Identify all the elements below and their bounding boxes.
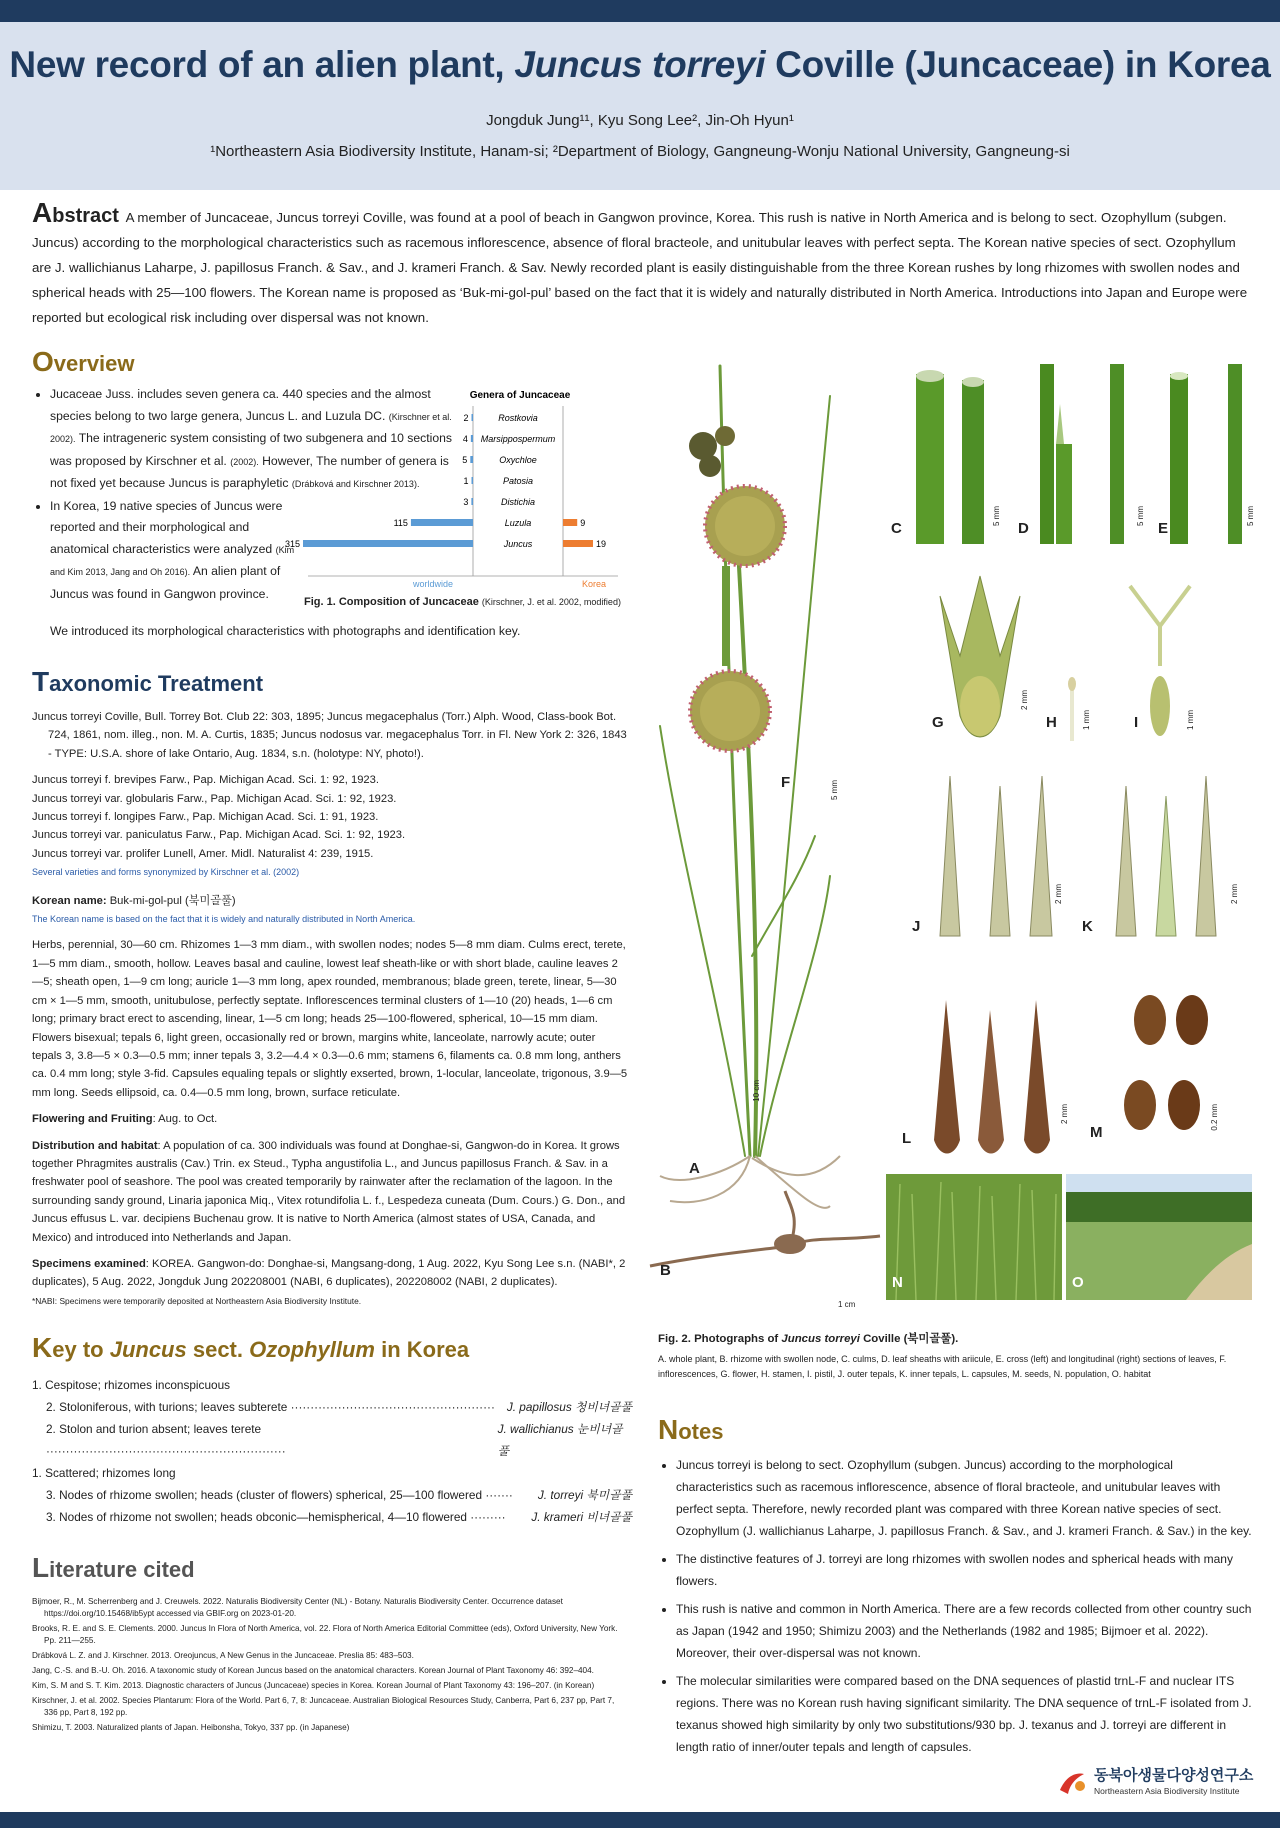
chart-bar-worldwide [472,414,474,421]
synonym-note: Several varieties and forms synonymized by Kirschner et al. (2002) [32,867,300,878]
chart-bar-worldwide [470,456,473,463]
chart-value-worldwide: 115 [393,518,408,528]
description: Herbs, perennial, 30—60 cm. Rhizomes 1—3 mm diam., with swollen nodes; nodes 5—8 mm diam. Culms erect, terete, 1—5 mm diam., smooth, hollow. Leaves basal and cauline, lowest leaf sheath-like or with short blade, cauline leaves 2—5; sheath open, 1—9 cm long; auricle 1—3 mm long, apex rounded, membranous; blade green, terete, linear, 5—30 cm × 1—5 mm, smooth, unitubulose, perfectly septate. Inflorescences terminal clusters of 1—10 (20) heads, 1—6 cm long; primary bract erect to ascending, linear, 1—5 cm long; heads 25—100-flowered, spherical, 10—15 mm diam. Flowers bisexual; tepals 6, light green, occasionally red or brown, margins white, lanceolate, narrowly acute; outer tepals 3, 3.8—5 × 0.3—0.5 mm; inner tepals 3, 3.2—4.4 × 0.3—0.6 mm; stamens 6, filaments ca. 0.8 mm long, anthers ca. 0.4 mm long; style 3-fid. Capsules equaling tepals or slightly exserted, brown, 1-locular, lanceolate, trigonous, 3.9—5 mm long. Seeds ellipsoid, ca. 0.4—0.5 mm long, brown, surface reticulate. [32,939,628,1099]
label-d: D [1018,520,1029,537]
reference: Bijmoer, R., M. Scherrenberg and J. Creuwels. 2022. Naturalis Biodiversity Center (NL) - Botany. Naturalis Biodiversity Center. Occurrence dataset https://doi.org/10.15468/ib5ypt accessed via GBIF.org on 2023-01-20. [32,1597,563,1618]
chart-bar-worldwide [411,519,473,526]
note-item: • Juncus torreyi is belong to sect. Ozophyllum (subgen. Juncus) according to the morphological characteristics such as racemous inflorescence, absence of floral bracteole, and unitubular leaves with perfect septa. Therefore, newly recorded plant was compared with three Korean native species of sect. Ozophyllum (J. wallichianus Laharpe, J. papillosus Franch. & Sav., and J. krameri Franch. & Sav.) in the key. [676,1454,1252,1542]
chart-title: Genera of Juncaceae [469,390,571,401]
reference: Kirschner, J. et al. 2002. Species Plantarum: Flora of the World. Part 6, 7, 8: Juncaceae. Australian Biological Resources Study, Canberra, Part 6, 237 pp, Part 7, 336 pp, Part 8, 192 pp. [32,1696,615,1717]
label-m: M [1090,1124,1103,1141]
note-item: • The molecular similarities were compared based on the DNA sequences of plastid trnL-F and nuclear ITS regions. There was no Korean rush having significant similarity. The DNA sequence of trnL-F isolated from J. texanus showed high similarity by only two substitutions/930 bp. J. texanus and J. torreyi are different in length ratio of inner/outer tepals and length of capsules. [676,1670,1252,1758]
chart-category-label: Rostkovia [498,413,538,423]
fig1-caption: Fig. 1. Composition of Juncaceae (Kirschner, J. et al. 2002, modified) [304,596,621,608]
flowering: Flowering and Fruiting: Aug. to Oct. [32,1113,218,1126]
synonym: Juncus torreyi var. prolifer Lunell, Amer. Midl. Naturalist 4: 239, 1915. [32,847,374,860]
chart-xlabel-worldwide: worldwide [412,579,454,589]
chart-bar-worldwide [472,477,474,484]
chart-bar-korea [563,540,593,547]
chart-bar-korea [563,519,577,526]
photo-tepals [920,766,1250,936]
chart-value-worldwide: 3 [463,497,469,507]
abstract-text: A member of Juncaceae, Juncus torreyi Coville, was found at a pool of beach in Gangwon province, Korea. This rush is native in North America and is belong to sect. Ozophyllum (subgen. Juncus) according to the morphological characteristics such as racemous inflorescence, absence of floral bracteole, and unitubular leaves with perfect septa. The Korean native species of sect. Ozophyllum are J. wallichianus Laharpe, J. papillosus Franch. & Sav., and J. krameri Franch. & Sav. Newly recorded plant is easily distinguishable from the three Korean rushes by long rhizomes with swollen nodes and spherical heads with 25—100 flowers. The Korean name is proposed as ‘Buk-mi-gol-pul’ based on the fact that it is widely and naturally distributed in North America. Introductions into Japan and Europe were reported but ecological risk including over dispersal was not known. [32,210,1248,325]
chart-value-worldwide: 315 [284,539,300,549]
key-lead: 2. Stoloniferous, with turions; leaves subterete ···················································· J. papillosus 청비녀골풀 [46,1400,632,1414]
chart-category-label: Luzula [504,518,532,528]
logo-english: Northeastern Asia Biodiversity Institute [1094,1786,1240,1796]
label-f: F [781,774,791,791]
scale-f: 5 mm [830,780,839,800]
photo-capsules-seeds [920,990,1250,1160]
chart-category-label: Patosia [502,476,534,486]
bottom-bar [0,1812,1280,1828]
distribution: Distribution and habitat: A population of ca. 300 individuals was found at Donghae-si, Gangwon-do in Korea. It grows together Phragmites australis (Cav.) Trin. ex Steud., Typha angustifolia L., and Juncus papillosus Franch. & Sav. in a freshwater pool of seashore. The pool was created temporarily by rainwater after the reclamation of the lagoon. In the surrounding sandy ground, Linaria japonica Miq., Vitex rotundifolia L. f., Lespedeza cuneata (Dum. Cours.) G. Don., and Juncus effusus L. var. decipiens Buchenau grow. It is native to North America (almost states of USA, Canada, and Mexico) and introduced into Netherlands and Japan. [32,1139,626,1244]
notes-list [658,1454,1252,1764]
label-c: C [891,520,902,537]
genera-chart [284,380,628,610]
label-a: A [689,1160,700,1177]
reference: Drábková L. Z. and J. Kirschner. 2013. Oreojuncus, A New Genus in the Juncaceae. Preslia 85: 483–503. [32,1651,414,1660]
taxonomy-heading: Taxonomic Treatment [32,666,264,697]
affiliations: ¹Northeastern Asia Biodiversity Institute, Hanam-si; ²Department of Biology, Gangneung-Wonju National University, Gangneung-si [210,143,1070,160]
synonym: Juncus torreyi f. brevipes Farw., Pap. Michigan Acad. Sci. 1: 92, 1923. [32,774,379,787]
specimens: Specimens examined: KOREA. Gangwon-do: Donghae-si, Mangsang-dong, 1 Aug. 2022, Kyu Song Lee s.n. (NABI*, 2 duplicates), 5 Aug. 2022, Jongduk Jung 202208001 (NABI, 6 duplicates), 202208002 (NABI, 2 duplicates). [32,1257,626,1289]
chart-value-worldwide: 2 [463,413,469,423]
label-k: K [1082,918,1093,935]
chart-bar-worldwide [471,498,473,505]
chart-xlabel-korea: Korea [581,579,607,589]
overview-heading: Overview [32,346,135,377]
scale-m: 0.2 mm [1210,1104,1219,1131]
scale-g: 2 mm [1020,690,1029,710]
korean-name-note: The Korean name is based on the fact that it is widely and naturally distributed in North America. [32,914,416,925]
photo-population [886,1174,1062,1300]
protologue: Juncus torreyi Coville, Bull. Torrey Bot. Club 22: 303, 1895; Juncus megacephalus (Torr.) Alph. Wood, Class-book Bot. 724, 1861, nom. illeg., non. M. A. Curtis, 1835; Juncus nodosus var. megacephalus Torr. in Fl. New York 2: 326, 1843 - TYPE: U.S.A. shore of lake Ontario, Aug. 1834, s.n. (holotype: NY, photo!). [32,711,627,760]
label-h: H [1046,714,1057,731]
key-lead: 3. Nodes of rhizome not swollen; heads obconic—hemispherical, 4—10 flowered ········· J. krameri 비녀골풀 [46,1510,632,1524]
label-i: I [1134,714,1139,731]
key-couplet: 1. Scattered; rhizomes long [32,1466,176,1480]
chart-category-label: Juncus [503,539,533,549]
fig2-caption: Fig. 2. Photographs of Juncus torreyi Coville (북미골풀). [658,1333,959,1345]
synonym: Juncus torreyi var. paniculatus Farw., Pap. Michigan Acad. Sci. 1: 92, 1923. [32,829,406,842]
abstract [32,197,1252,330]
chart-value-korea: 9 [580,518,586,528]
key-couplet: 1. Cespitose; rhizomes inconspicuous [32,1378,231,1392]
scale-k: 2 mm [1230,884,1239,904]
scale-j: 2 mm [1054,884,1063,904]
key-lead: 2. Stolon and turion absent; leaves terete ····························································· J. wallichianus 눈비녀골풀 [46,1422,623,1458]
literature-list [32,1596,628,1737]
fig2-caption-detail: A. whole plant, B. rhizome with swollen node, C. culms, D. leaf sheaths with ariicule, E. cross (left) and longitudinal (right) sections of leaves, F. inflorescences, G. flower, H. stamen, I. pistil, J. outer tepals, K. inner tepals, L. capsules, M. seeds, N. population, O. habitat [658,1354,1227,1379]
identification-key [32,1374,632,1528]
label-e: E [1158,520,1169,537]
institute-logo [1056,1764,1256,1804]
chart-category-label: Oxychloe [499,455,537,465]
abstract-heading: Abstract [32,197,119,228]
photo-culms-sheaths-leaves [910,364,1258,544]
label-o: O [1072,1274,1084,1291]
label-g: G [932,714,944,731]
label-n: N [892,1274,903,1291]
scale-h: 1 mm [1082,710,1091,730]
scale-i: 1 mm [1186,710,1195,730]
korean-name: Korean name: Buk-mi-gol-pul (북미골풀) [32,894,236,907]
logo-mark-icon [1056,1766,1088,1798]
chart-bar-worldwide [303,540,473,547]
reference: Brooks, R. E. and S. E. Clements. 2000. Juncus In Flora of North America, vol. 22. Flora of North America Editorial Committee (eds), Oxford University, New York. Pp. 211—255. [32,1624,618,1645]
chart-value-worldwide: 5 [462,455,468,465]
poster-title: New record of an alien plant, Juncus torreyi Coville (Juncaceae) in Korea [9,44,1271,85]
overview-bullet-2: • In Korea, 19 native species of Juncus were reported and their morphological and anatomical characteristics were analyzed (Kim and Kim 2013, Jang and Oh 2016). An alien plant of Juncus was found in Gangwon province. [50,496,300,606]
chart-category-label: Distichia [500,497,536,507]
overview-tail: We introduced its morphological characteristics with photographs and identification key. [50,624,521,638]
scale-e: 5 mm [1246,506,1255,526]
notes-heading: Notes [658,1414,724,1445]
photo-whole-plant [640,356,900,1300]
synonym: Juncus torreyi f. longipes Farw., Pap. Michigan Acad. Sci. 1: 91, 1923. [32,811,379,824]
reference: Kim, S. M and S. T. Kim. 2013. Diagnostic characters of Juncus (Juncaceae) species in Korea. Korean Journal of Plant Taxonomy 43: 196–207. (in Korean) [32,1681,595,1690]
poster-header [0,22,1280,190]
reference: Shimizu, T. 2003. Naturalized plants of Japan. Heibonsha, Tokyo, 337 pp. (in Japanese) [32,1723,350,1732]
chart-value-worldwide: 4 [462,434,468,444]
note-item: • The distinctive features of J. torreyi are long rhizomes with swollen nodes and spherical heads with many flowers. [676,1548,1252,1592]
label-l: L [902,1130,912,1147]
overview-bullet-1: • Jucaceae Juss. includes seven genera ca. 440 species and the almost species belong to two large genera, Juncus L. and Luzula DC. (Kirschner et al. 2002). The intrageneric system consisting of two subgenera and 10 sections was proposed by Kirschner et al. (2002). However, The number of genera is not fixed yet because Juncus is paraphyletic (Drábková and Kirschner 2013). [50,384,452,496]
chart-category-label: Marsippospermum [480,434,556,444]
authors: Jongduk Jung¹¹, Kyu Song Lee², Jin-Oh Hyun¹ [486,112,794,129]
reference: Jang, C.-S. and B.-U. Oh. 2016. A taxonomic study of Korean Juncus based on the anatomical characters. Korean Journal of Plant Taxonomy 46: 392–404. [32,1666,594,1675]
scale-b: 1 cm [838,1300,856,1309]
scale-c: 5 mm [992,506,1001,526]
chart-bar-worldwide [471,435,473,442]
chart-value-korea: 19 [596,539,607,549]
specimens-note: *NABI: Specimens were temporarily deposited at Northeastern Asia Biodiversity Institute. [32,1295,362,1306]
photo-habitat [1066,1174,1252,1300]
label-b: B [660,1262,671,1279]
synonym-list [32,771,628,863]
literature-heading: Literature cited [32,1552,195,1583]
synonym: Juncus torreyi var. globularis Farw., Pap. Michigan Acad. Sci. 1: 92, 1923. [32,792,397,805]
taxonomic-treatment [32,708,628,1318]
scale-a: 10 cm [752,1080,761,1102]
label-j: J [912,918,921,935]
key-heading: Key to Juncus sect. Ozophyllum in Korea [32,1332,470,1363]
top-bar [0,0,1280,22]
scale-l: 2 mm [1060,1104,1069,1124]
note-item: • This rush is native and common in North America. There are a few records collected from other country such as Japan (1942 and 1950; Shimizu 2003) and the Netherlands (1982 and 1985; Bijmoer et al. 2022). Moreover, their over-dispersal was not known. [676,1598,1252,1664]
logo-korean: 동북아생물다양성연구소 [1094,1767,1254,1784]
chart-value-worldwide: 1 [463,476,469,486]
scale-d: 5 mm [1136,506,1145,526]
key-lead: 3. Nodes of rhizome swollen; heads (cluster of flowers) spherical, 25—100 flowered ······· J. torreyi 북미골풀 [46,1488,632,1502]
